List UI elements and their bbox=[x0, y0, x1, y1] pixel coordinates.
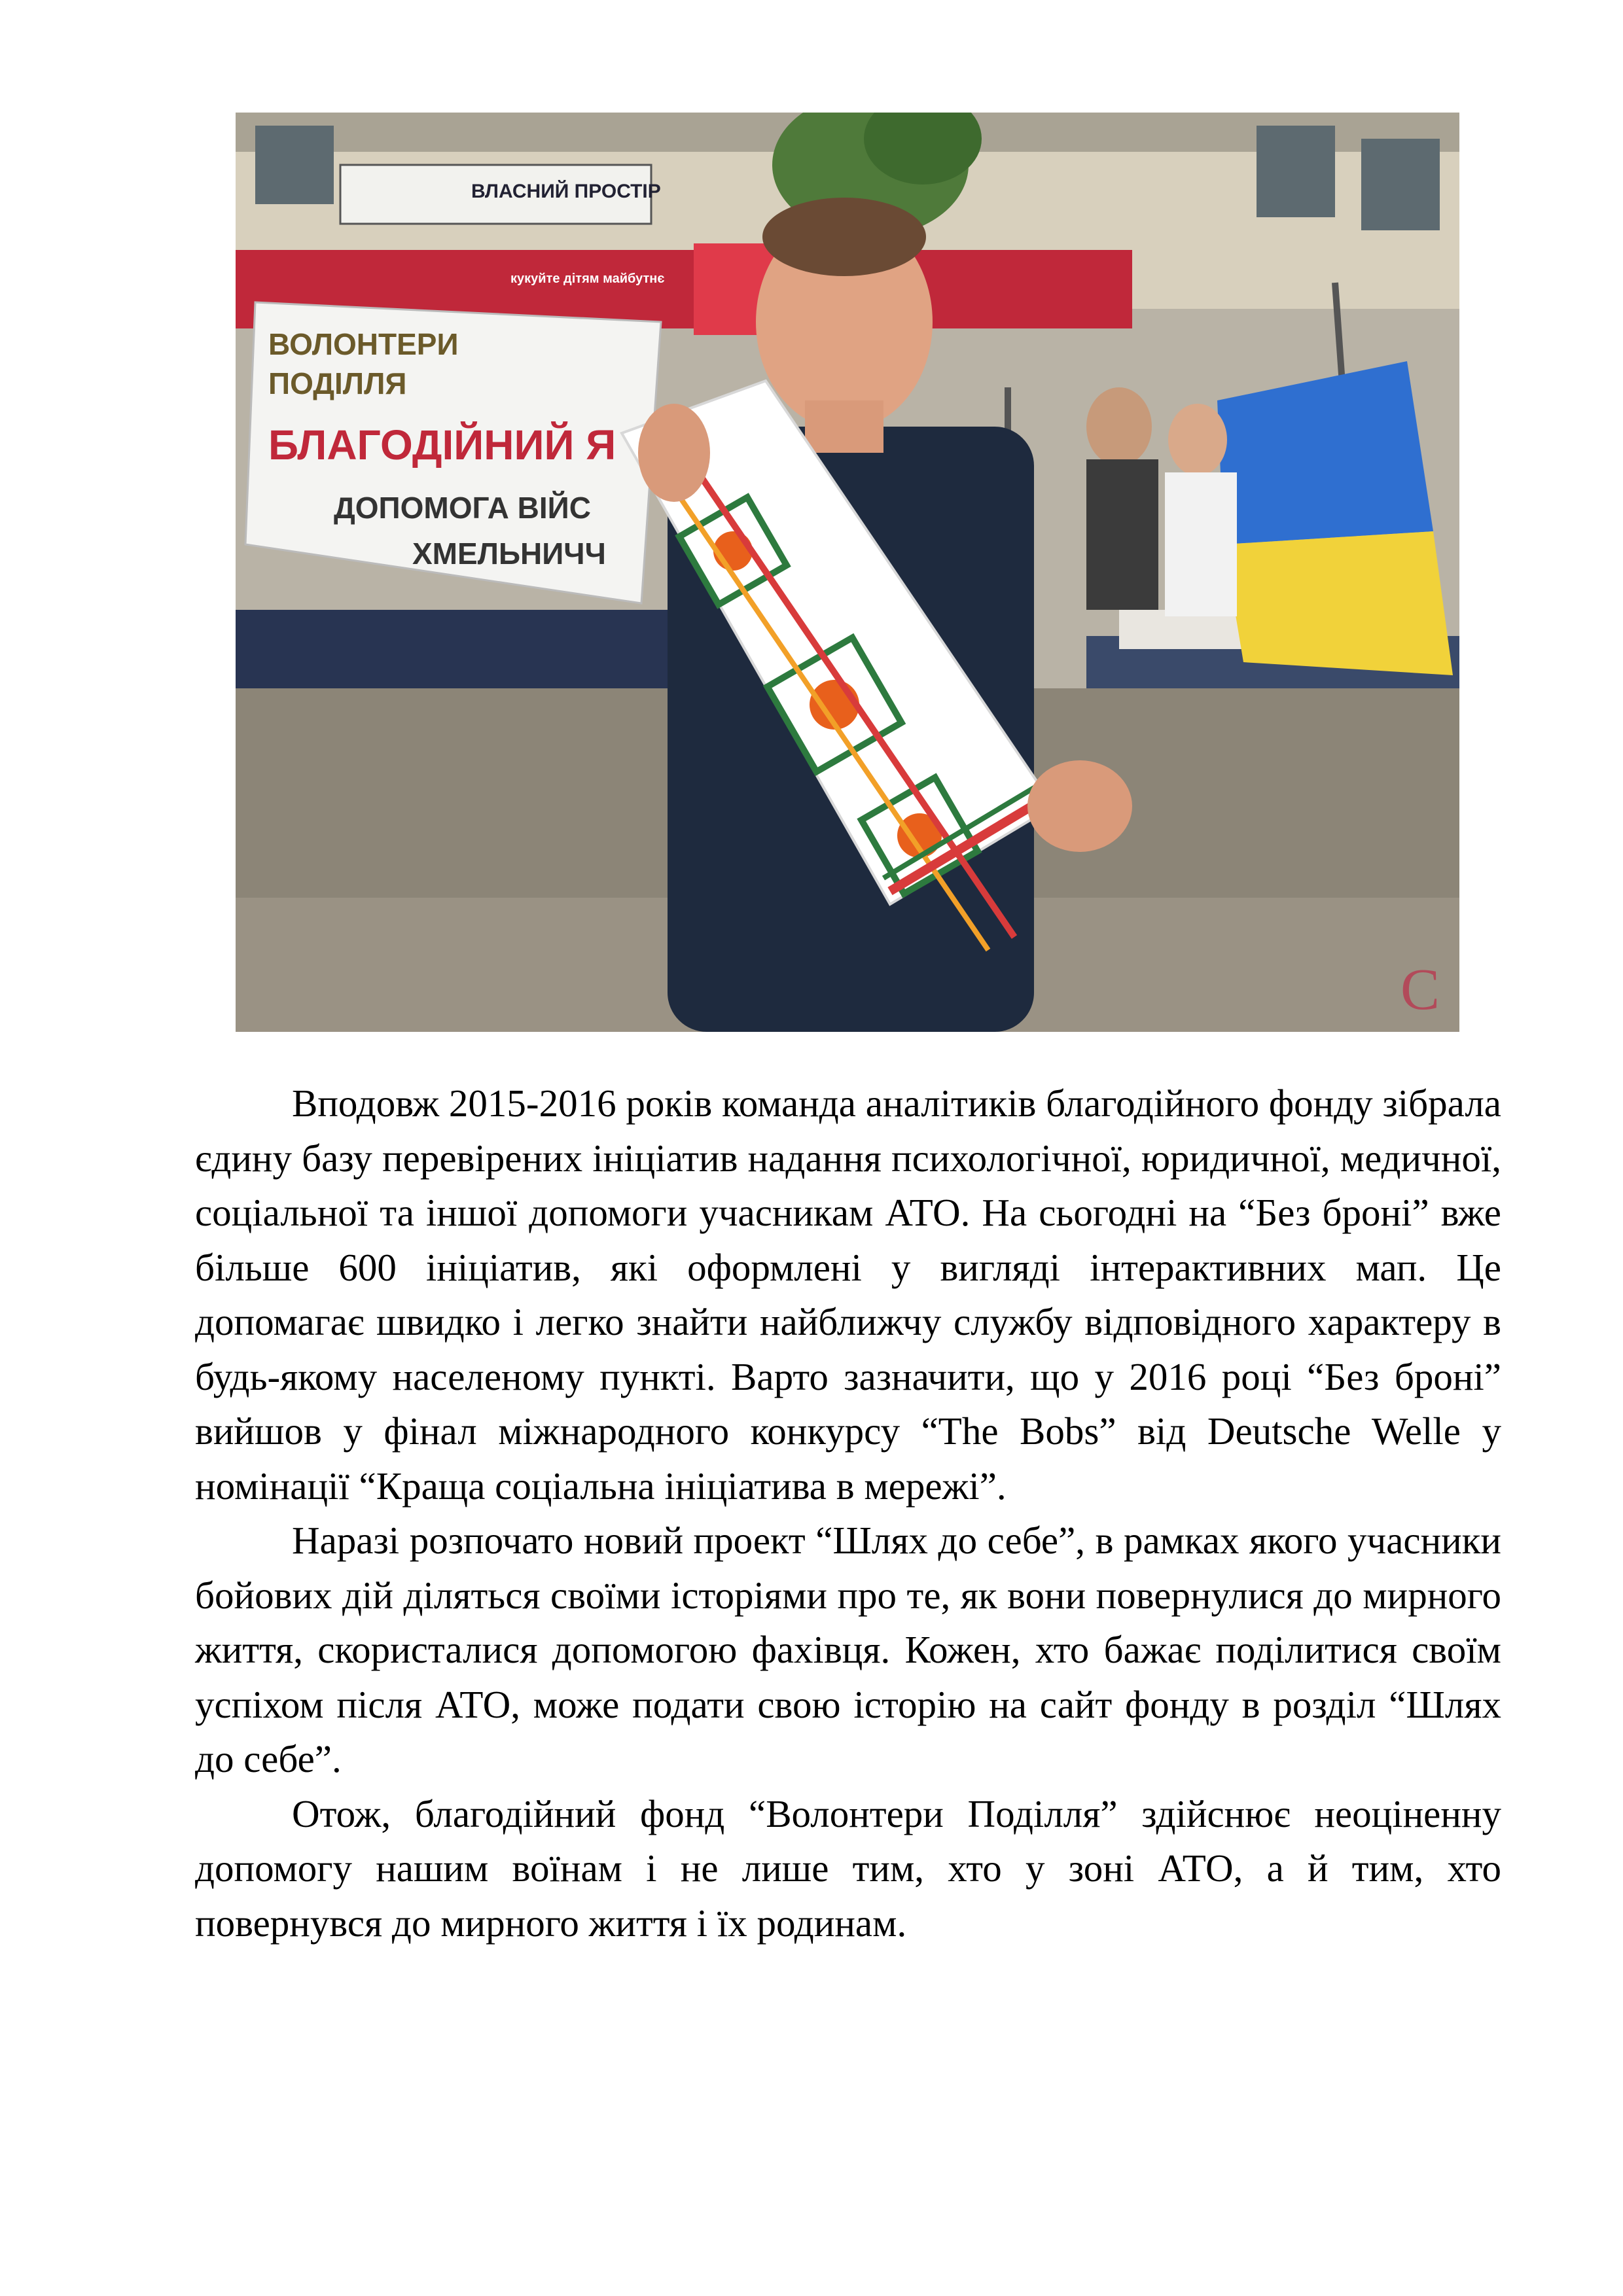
banner-title: БЛАГОДІЙНИЙ Я bbox=[268, 421, 616, 468]
article-photo bbox=[236, 113, 1459, 1032]
article-body bbox=[195, 1076, 1501, 1951]
banner-org-line2: ПОДІЛЛЯ bbox=[268, 366, 407, 400]
banner-line2: ДОПОМОГА ВІЙС bbox=[334, 491, 591, 525]
paragraph: Наразі розпочато новий проект “Шлях до себе”, в рамках якого учасники бойових дій діляться своїми історіями про те, як вони повернулися до мирного життя, скористалися допомогою фахівця. Кожен, хто бажає поділитися своїм успіхом після АТО, може подати свою історію на сайт фонду в розділ “Шлях до себе”. bbox=[195, 1519, 1501, 1780]
watermark: С bbox=[1400, 957, 1440, 1022]
small-sign-text: кукуйте дітям майбутнє bbox=[510, 272, 665, 286]
banner-org-line1: ВОЛОНТЕРИ bbox=[268, 327, 459, 361]
paragraph: Отож, благодійний фонд “Волонтери Поділля” здійснює неоціненну допомогу нашим воїнам і не лише тим, хто у зоні АТО, а й тим, хто повернувся до мирного життя і їх родинам. bbox=[195, 1792, 1501, 1945]
banner-line3: ХМЕЛЬНИЧЧ bbox=[412, 537, 606, 571]
shop-sign-text: ВЛАСНИЙ ПРОСТІР bbox=[471, 181, 661, 202]
paragraph: Вподовж 2015-2016 років команда аналітиків благодійного фонду зібрала єдину базу перевірених ініціатив надання психологічної, юридичної, медичної, соціальної та іншої допомоги учасникам АТО. На сьогодні на “Без броні” вже більше 600 ініціатив, які оформлені у вигляді інтерактивних мап. Це допомагає швидко і легко знайти найближчу службу відповідного характеру в будь-якому населеному пункті. Варто зазначити, що у 2016 році “Без броні” вийшов у фінал міжнародного конкурсу “The Bobs” від Deutsche Welle у номінації “Краща соціальна ініціатива в мережі”. bbox=[195, 1082, 1501, 1508]
